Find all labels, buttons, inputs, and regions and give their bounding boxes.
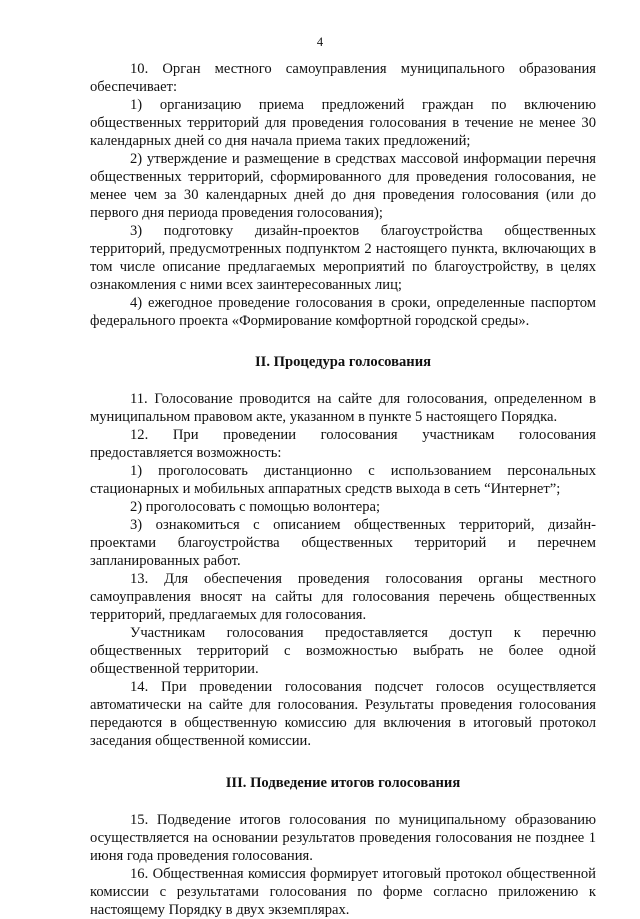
paragraph-13: 13. Для обеспечения проведения голосования органы местного самоуправления вносят на сайты для голосования перечень общественных территорий, предлагаемых для голосования. [90, 571, 596, 623]
paragraph-13-access: Участникам голосования предоставляется доступ к перечню общественных территорий с возможностью выбрать не более одной общественной территории. [90, 625, 596, 677]
section-heading-voting-procedure: II. Процедура голосования [254, 354, 431, 370]
page-number: 4 [316, 35, 324, 49]
paragraph-12-1: 1) проголосовать дистанционно с использованием персональных стационарных и мобильных аппаратных средств выхода в сеть “Интернет”; [90, 463, 596, 497]
spacer [90, 750, 596, 774]
paragraph-11: 11. Голосование проводится на сайте для голосования, определенном в муниципальном правовом акте, указанном в пункте 5 настоящего Порядка. [90, 391, 596, 425]
paragraph-10-1: 1) организацию приема предложений граждан по включению общественных территорий для проведения голосования в течение не менее 30 календарных дней со дня начала приема таких предложений; [90, 97, 596, 149]
paragraph-12-2: 2) проголосовать с помощью волонтера; [130, 499, 381, 515]
paragraph-15: 15. Подведение итогов голосования по муниципальному образованию осуществляется на основании результатов проведения голосования не позднее 1 июня года проведения голосования. [90, 812, 596, 864]
paragraph-12-3: 3) ознакомиться с описанием общественных территорий, дизайн-проектами благоустройства общественных территорий и перечнем запланированных работ. [90, 517, 596, 569]
spacer [90, 792, 596, 811]
document-body [90, 60, 596, 919]
paragraph-16: 16. Общественная комиссия формирует итоговый протокол общественной комиссии с результатами голосования по форме согласно приложению к настоящему Порядку в двух экземплярах. [90, 866, 596, 918]
paragraph-10: 10. Орган местного самоуправления муниципального образования обеспечивает: [90, 61, 596, 95]
spacer [90, 371, 596, 390]
paragraph-10-2: 2) утверждение и размещение в средствах массовой информации перечня общественных территорий, сформированного для проведения голосования, не менее чем за 30 календарных дней до дня проведения голосования (или до первого дня периода проведения голосования); [90, 151, 596, 221]
paragraph-12: 12. При проведении голосования участникам голосования предоставляется возможность: [90, 427, 596, 461]
spacer [90, 330, 596, 353]
paragraph-14: 14. При проведении голосования подсчет голосов осуществляется автоматически на сайте для голосования. Результаты проведения голосования передаются в общественную комиссию для включения в итоговый протокол заседания общественной комиссии. [90, 679, 596, 749]
paragraph-10-3: 3) подготовку дизайн-проектов благоустройства общественных территорий, предусмотренных подпунктом 2 настоящего пункта, включающих в том числе описание предлагаемых мероприятий по благоустройству, в целях ознакомления с ними всех заинтересованных лиц; [90, 223, 596, 293]
section-heading-results: III. Подведение итогов голосования [225, 775, 461, 791]
paragraph-10-4: 4) ежегодное проведение голосования в сроки, определенные паспортом федерального проекта «Формирование комфортной городской среды». [90, 295, 596, 329]
